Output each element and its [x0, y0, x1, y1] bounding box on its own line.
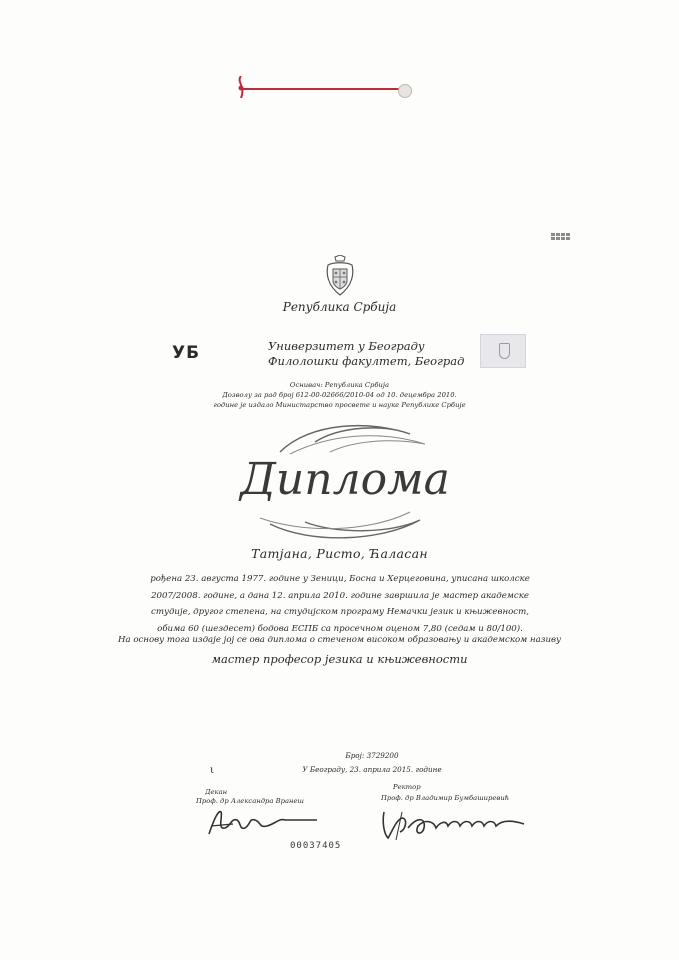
- academic-title: мастер професор језика и књижевности: [211, 652, 468, 666]
- founder-line: Оснивач: Република Србија: [289, 381, 390, 389]
- republic-label: Република Србија: [282, 300, 397, 314]
- recipient-name: Татјана, Ристо, Ћаласан: [251, 546, 428, 561]
- place-date: У Београду, 23. априла 2015. године: [302, 765, 442, 774]
- body-line: 2007/2008. године, а дана 12. априла 2010. године завршила је мастер академске: [151, 590, 529, 601]
- dean-name: Проф. др Александра Вранеш: [196, 797, 304, 805]
- cord-knot-icon: [234, 76, 248, 98]
- body-line: обима 60 (шездесет) бодова ЕСПБ са просечном оценом 7,80 (седам и 80/100).: [157, 623, 523, 634]
- binding-cord: [240, 88, 410, 90]
- security-dots-icon: [551, 233, 570, 240]
- license-line: Дозволу за рад број 612-00-02666/2010-04 од 10. децембра 2010.: [222, 391, 457, 399]
- body-line: рођена 23. августа 1977. године у Зеници, Босна и Херцеговина, уписана школске: [150, 574, 530, 584]
- grant-text: На основу тога издаје јој се ова диплома о стеченом високом образовању и академском називу: [117, 635, 562, 645]
- university-name: Универзитет у Београду: [268, 339, 425, 353]
- dean-role: Декан: [205, 788, 228, 796]
- university-badge: УБ: [172, 343, 201, 363]
- rector-signature: [378, 808, 528, 842]
- hologram-seal-icon: [480, 334, 526, 368]
- rector-role: Ректор: [393, 783, 421, 791]
- body-line: студије, другог степена, на студијском програму Немачки језик и књижевност,: [151, 607, 529, 617]
- faculty-name: Филолошки факултет, Београд: [268, 354, 465, 368]
- diploma-number: Број: 3729200: [345, 751, 399, 760]
- cord-grommet-icon: [398, 84, 412, 98]
- diploma-title: [220, 412, 470, 547]
- serbian-coat-of-arms-icon: [325, 255, 355, 297]
- founder-block: [0, 380, 679, 410]
- ministry-line: године је издало Министарство просвете и науке Републике Србије: [213, 401, 466, 409]
- serial-number: 00037405: [290, 841, 342, 851]
- margin-mark: ι: [210, 765, 214, 776]
- dean-signature: [205, 806, 320, 838]
- rector-name: Проф. др Владимир Бумбаширевић: [381, 794, 510, 802]
- diploma-title-text: Диплома: [240, 454, 450, 505]
- diploma-body: [150, 571, 530, 637]
- institution-block: [268, 339, 488, 369]
